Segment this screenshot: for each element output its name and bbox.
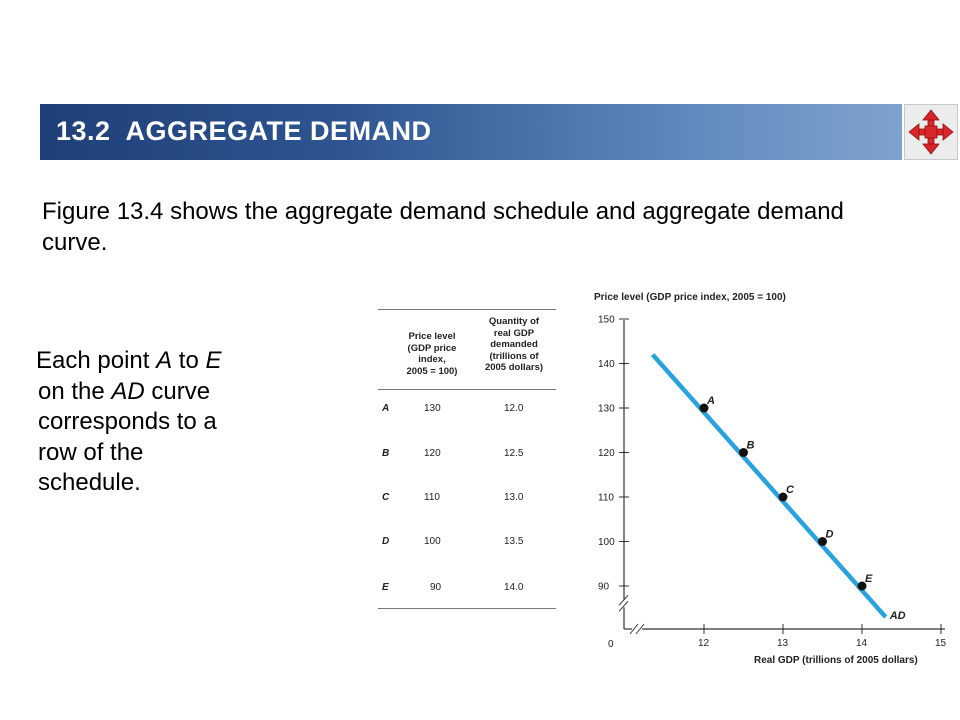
header-line: 2005 = 100) [406, 365, 458, 377]
side-text-fragment: to [172, 347, 206, 374]
data-point-label: E [865, 573, 873, 585]
side-text-fragment: E [205, 347, 222, 374]
side-line-3: corresponds to a [38, 408, 217, 435]
y-axis-label: Price level (GDP price index, 2005 = 100) [594, 292, 786, 303]
header-line: 2005 dollars) [484, 362, 544, 373]
side-text-fragment: on the [38, 377, 112, 405]
y-tick-label: 110 [598, 492, 614, 504]
header-line: Price level [408, 331, 456, 342]
side-explanation [36, 346, 296, 499]
row-label: A [382, 403, 390, 414]
title-bar [40, 104, 902, 160]
row-label: E [382, 582, 389, 593]
four-way-arrows-icon [907, 108, 955, 156]
x-tick-label: 12 [698, 638, 710, 649]
header-line: index, [418, 354, 446, 365]
col-header-quantity [474, 316, 554, 374]
row-price: 120 [424, 448, 441, 459]
data-point-label: A [707, 395, 715, 407]
row-price: 110 [424, 492, 440, 503]
row-quantity: 13.5 [504, 536, 524, 547]
row-price: 90 [430, 582, 442, 593]
side-text-fragment: curve [144, 377, 211, 405]
y-tick-label: 130 [598, 403, 615, 415]
y-tick-label: 140 [598, 359, 615, 370]
ad-schedule-table [378, 300, 556, 614]
col-header-price [396, 331, 468, 377]
side-text-fragment: AD [111, 377, 145, 405]
data-point-label: C [786, 484, 794, 496]
side-text-fragment: A [156, 347, 173, 374]
intro-text: Figure 13.4 shows the aggregate demand schedule and aggregate demand curve. [42, 198, 844, 256]
ad-curve-chart [568, 284, 958, 674]
header-line: (trillions of [489, 350, 539, 362]
table-top-rule [378, 309, 556, 310]
row-quantity: 14.0 [504, 582, 524, 593]
y-tick-label: 150 [598, 314, 615, 326]
side-line-1 [36, 346, 296, 377]
side-text-fragment: Each point [36, 347, 157, 374]
x-tick-label: 15 [935, 638, 947, 649]
row-quantity: 13.0 [504, 492, 524, 503]
y-tick-label: 120 [598, 448, 615, 459]
ad-curve-label: AD [889, 610, 906, 623]
origin-label: 0 [608, 639, 614, 650]
chart-points [700, 395, 874, 591]
row-label: B [382, 448, 390, 459]
slide-title: 13.2 AGGREGATE DEMAND [56, 116, 432, 146]
y-tick-label: 90 [598, 581, 610, 593]
y-tick-label: 100 [598, 537, 615, 548]
side-line-5: schedule. [38, 469, 141, 496]
header-line: demanded [490, 339, 538, 350]
x-axis-label: Real GDP (trillions of 2005 dollars) [754, 655, 918, 666]
table-bottom-rule [378, 608, 556, 609]
chart-axes [619, 320, 945, 634]
table-header-rule [378, 389, 556, 390]
ad-curve-line [653, 355, 886, 618]
x-tick-label: 14 [856, 638, 868, 649]
navigation-button[interactable] [904, 104, 958, 160]
header-line: (GDP price [407, 342, 457, 354]
row-price: 100 [424, 536, 441, 547]
side-line-4: row of the [38, 438, 144, 466]
data-point-label: B [746, 439, 755, 452]
row-quantity: 12.5 [504, 448, 524, 459]
row-label: D [382, 536, 390, 547]
row-quantity: 12.0 [504, 403, 524, 414]
x-axis-ticks [698, 624, 947, 649]
x-tick-label: 13 [777, 638, 789, 649]
row-label: C [382, 492, 390, 503]
data-point-label: D [825, 528, 834, 541]
header-line: Quantity of [488, 316, 540, 327]
header-line: real GDP [493, 327, 535, 339]
row-price: 130 [424, 403, 441, 414]
side-line-2 [36, 377, 296, 408]
